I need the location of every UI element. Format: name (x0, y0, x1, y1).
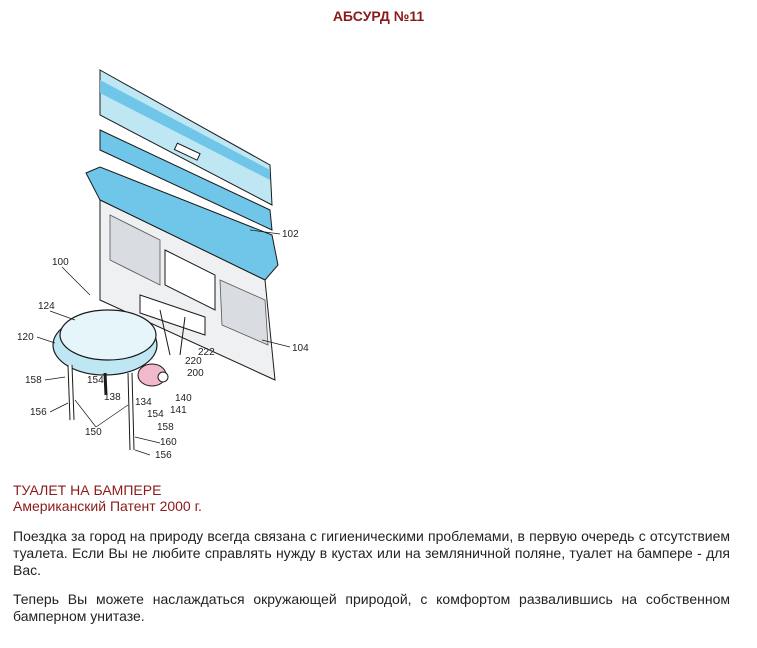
label-200: 200 (187, 368, 204, 379)
label-158-left: 158 (25, 375, 42, 386)
seat-lid (60, 310, 156, 360)
article-subheading: Американский Патент 2000 г. (13, 498, 202, 514)
label-120: 120 (17, 332, 34, 343)
label-158-right: 158 (157, 422, 174, 433)
label-102: 102 (282, 229, 299, 240)
label-141: 141 (170, 405, 187, 416)
label-100: 100 (52, 257, 69, 268)
label-160: 160 (160, 437, 177, 448)
label-222: 222 (198, 347, 215, 358)
label-134: 134 (135, 397, 152, 408)
label-104: 104 (292, 343, 309, 354)
patent-illustration (0, 55, 330, 465)
article-heading: ТУАЛЕТ НА БАМПЕРЕ (13, 482, 162, 498)
label-220: 220 (185, 356, 202, 367)
label-124: 124 (38, 301, 55, 312)
seat-leg (130, 373, 132, 450)
seat-leg (70, 365, 72, 420)
label-154-right: 154 (147, 409, 164, 420)
article-paragraph: Теперь Вы можете наслаждаться окружающей природой, с комфортом развалившись на собственном бамперном унитазе. (13, 591, 730, 624)
label-156-right: 156 (155, 450, 172, 461)
label-154-left: 154 (87, 375, 104, 386)
label-138: 138 (104, 392, 121, 403)
article-paragraph: Поездка за город на природу всегда связана с гигиеническими проблемами, в первую очередь с отсутствием туалета. Если Вы не любите справлять нужду в кустах или на земляничной поляне, туалет на бампере - для Вас. (13, 528, 730, 578)
vehicle-stripe (100, 80, 270, 180)
page-title: АБСУРД №11 (332, 8, 425, 24)
label-150: 150 (85, 427, 102, 438)
label-140: 140 (175, 393, 192, 404)
label-156-left: 156 (30, 407, 47, 418)
